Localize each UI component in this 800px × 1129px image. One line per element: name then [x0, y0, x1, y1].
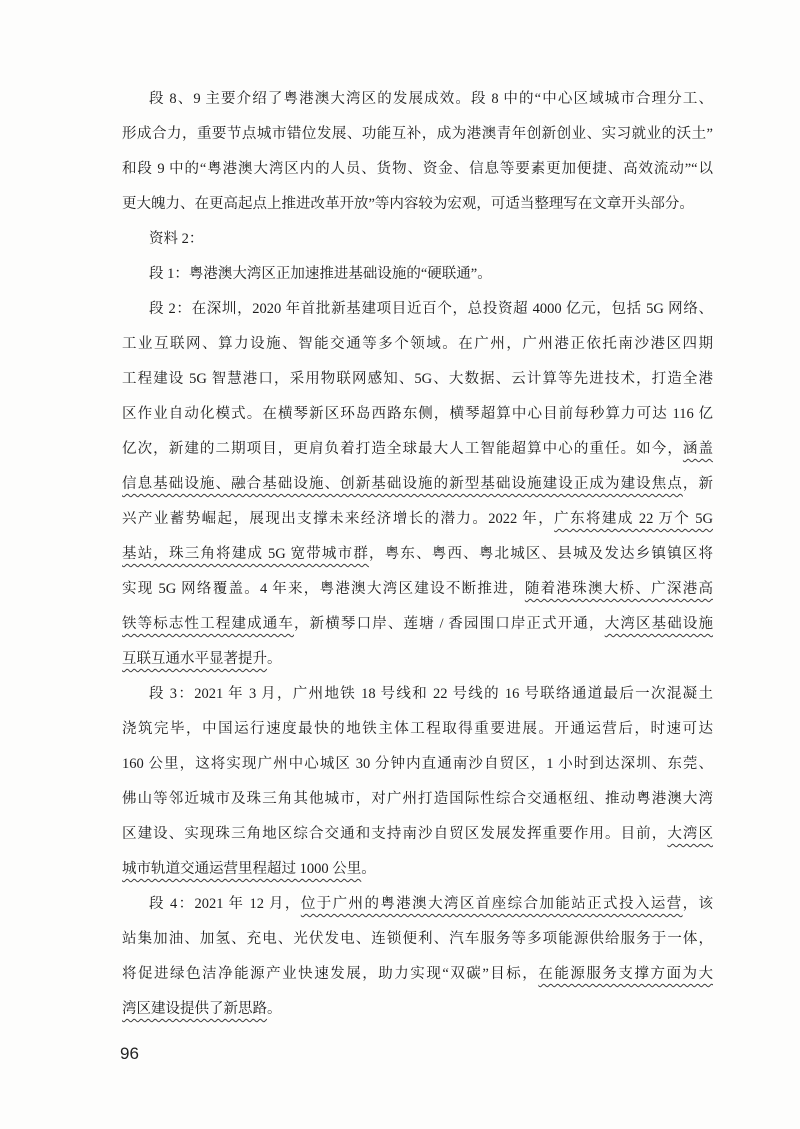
text-line — [122, 642, 713, 677]
underlined-phrase: 铁等标志性工程建成通车 — [122, 616, 295, 632]
paragraph — [122, 677, 713, 887]
text-line — [122, 607, 713, 642]
text-line — [122, 432, 713, 467]
text-segment: 更大魄力、在更高起点上推进改革开放”等内容较为宏观，可适当整理写在文章开头部分。 — [122, 196, 694, 212]
page-number: 96 — [120, 1044, 139, 1063]
text-segment: ，新横琴口岸、莲塘 / 香园围口岸正式开通， — [294, 616, 605, 632]
text-segment: 区作业自动化模式。在横琴新区环岛西路东侧，横琴超算中心目前每秒算力可达 116 亿 — [122, 406, 713, 422]
text-line — [122, 292, 713, 327]
text-line — [122, 712, 713, 747]
paragraph — [122, 257, 713, 292]
paragraph — [122, 292, 713, 677]
paragraph — [122, 887, 713, 1027]
text-line — [122, 187, 713, 222]
text-segment: 佛山等邻近城市及珠三角其他城市，对广州打造国际性综合交通枢纽、推动粤港澳大湾 — [122, 791, 713, 807]
text-line — [122, 572, 713, 607]
underlined-phrase: 互联互通水平显著提升 — [122, 651, 267, 667]
text-segment: 兴产业蓄势崛起，展现出支撑未来经济增长的潜力。2022 年， — [122, 511, 555, 527]
text-segment: 段 2：在深圳，2020 年首批新基建项目近百个，总投资超 4000 亿元，包括 5G 网络、 — [149, 301, 713, 317]
text-segment: 实现 5G 网络覆盖。4 年来，粤港澳大湾区建设不断推进， — [122, 581, 525, 597]
text-line — [122, 537, 713, 572]
text-segment: 。 — [361, 861, 376, 877]
text-line — [122, 362, 713, 397]
text-line — [122, 397, 713, 432]
text-line — [122, 747, 713, 782]
text-line — [122, 152, 713, 187]
text-line — [122, 922, 713, 957]
document-body — [122, 82, 713, 1027]
underlined-phrase: 信息基础设施、融合基础设施、创新基础设施的新型基础设施建设正成为建设焦点 — [122, 476, 683, 492]
paragraph — [122, 222, 713, 257]
underlined-phrase: 城市轨道交通运营里程超过 1000 公里 — [122, 861, 362, 877]
underlined-phrase: 位于广州的粤港澳大湾区首座综合加能站正式投入运营 — [300, 896, 683, 912]
text-segment: ，该 — [682, 896, 714, 912]
underlined-phrase: 广东将建成 22 万个 5G — [554, 511, 713, 527]
underlined-phrase: 涵盖 — [682, 441, 714, 457]
text-line — [122, 467, 713, 502]
text-line — [122, 222, 713, 257]
text-line — [122, 782, 713, 817]
text-segment: 资料 2： — [149, 231, 204, 247]
text-line — [122, 852, 713, 887]
text-segment: ，新 — [682, 476, 714, 492]
text-line — [122, 82, 713, 117]
text-segment: 段 1：粤港澳大湾区正加速推进基础设施的“硬联通”。 — [149, 266, 492, 282]
text-segment: 160 公里，这将实现广州中心城区 30 分钟内直通南沙自贸区，1 小时到达深圳、东莞、 — [122, 756, 713, 772]
text-segment: 。 — [267, 1001, 282, 1017]
text-line — [122, 327, 713, 362]
underlined-phrase: 随着港珠澳大桥、广深港高 — [524, 581, 713, 597]
text-segment: 形成合力，重要节点城市错位发展、功能互补，成为港澳青年创新创业、实习就业的沃土” — [122, 126, 713, 142]
text-line — [122, 817, 713, 852]
underlined-phrase: 在能源服务支撑方面为大 — [538, 966, 713, 982]
text-line — [122, 117, 713, 152]
text-segment: 站集加油、加氢、充电、光伏发电、连锁便利、汽车服务等多项能源供给服务于一体， — [122, 931, 713, 947]
text-segment: 浇筑完毕，中国运行速度最快的地铁主体工程取得重要进展。开通运营后，时速可达 — [122, 721, 713, 737]
underlined-phrase: 大湾区基础设施 — [604, 616, 714, 632]
text-segment: 区建设、实现珠三角地区综合交通和支持南沙自贸区发展发挥重要作用。目前， — [122, 826, 668, 842]
text-segment: 亿次，新建的二期项目，更肩负着打造全球最大人工智能超算中心的重任。如今， — [122, 441, 683, 457]
text-line — [122, 257, 713, 292]
underlined-phrase: 大湾区 — [667, 826, 714, 842]
text-line — [122, 502, 713, 537]
text-line — [122, 957, 713, 992]
text-segment: 。 — [267, 651, 282, 667]
text-segment: 和段 9 中的“粤港澳大湾区内的人员、货物、资金、信息等要素更加便捷、高效流动”“以 — [122, 161, 713, 177]
text-line — [122, 677, 713, 712]
text-line — [122, 992, 713, 1027]
text-segment: 段 3：2021 年 3 月，广州地铁 18 号线和 22 号线的 16 号联络通道最后一次混凝土 — [149, 686, 713, 702]
underlined-phrase: 湾区建设提供了新思路 — [122, 1001, 267, 1017]
text-segment: 段 8、9 主要介绍了粤港澳大湾区的发展成效。段 8 中的“中心区域城市合理分工、 — [149, 91, 713, 107]
text-segment: 工程建设 5G 智慧港口，采用物联网感知、5G、大数据、云计算等先进技术，打造全港 — [122, 371, 713, 387]
text-segment: ，粤东、粤西、粤北城区、县城及发达乡镇镇区将 — [369, 546, 713, 562]
text-segment: 将促进绿色洁净能源产业快速发展，助力实现“双碳”目标， — [122, 966, 539, 982]
paragraph — [122, 82, 713, 222]
underlined-phrase: 基站，珠三角将建成 5G 宽带城市群 — [122, 546, 370, 562]
text-line — [122, 887, 713, 922]
text-segment: 工业互联网、算力设施、智能交通等多个领域。在广州，广州港正依托南沙港区四期 — [122, 336, 713, 352]
text-segment: 段 4：2021 年 12 月， — [149, 896, 301, 912]
